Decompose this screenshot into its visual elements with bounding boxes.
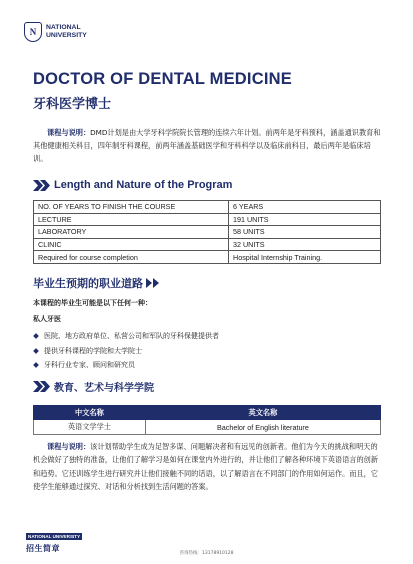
careers-title: 毕业生预期的职业道路 [33, 277, 143, 290]
diamond-bullet-icon [33, 362, 39, 368]
column-header-en: 英文名称 [145, 406, 380, 420]
table-cell-value: Hospital Internship Training. [229, 251, 381, 264]
page-title-en: DOCTOR OF DENTAL MEDICINE [33, 70, 292, 88]
length-section-heading [33, 179, 232, 191]
table-cell-label: Required for course completion [34, 251, 229, 264]
diamond-bullet-icon [33, 348, 39, 354]
university-logo [24, 22, 87, 42]
list-item [33, 344, 219, 359]
double-chevron-right-icon [146, 278, 161, 288]
table-cell-label: LABORATORY [34, 226, 229, 239]
table-cell-label: CLINIC [34, 238, 229, 251]
table-header-row [34, 406, 381, 420]
length-section-title: Length and Nature of the Program [54, 179, 233, 191]
list-item-text: 牙科行业专家、顾问和研究员 [44, 361, 135, 370]
education-section-title: 教育、艺术与科学学院 [54, 383, 154, 394]
shield-icon [24, 22, 42, 42]
table-row [34, 238, 381, 251]
program-description-text: DMD计划是由大学牙科学院院长管理的连续六年计划。前两年是牙科预科，涵盖通识教育和其他健康相关科目，四年制牙科课程，前两年涵盖基础医学和牙科科学以及临床前科目，最后两年是临床培训。 [33, 128, 381, 163]
list-item-text: 医院、地方政府单位、私营公司和军队的牙科保健提供者 [44, 332, 219, 341]
careers-category: 私人牙医 [33, 315, 61, 323]
program-description-label: 课程与说明： [47, 128, 91, 137]
table-cell-value: 6 YEARS [229, 201, 381, 214]
program-length-table [33, 200, 381, 264]
column-header-cn: 中文名称 [34, 406, 146, 420]
careers-subheading: 本课程的毕业生可能是以下任何一种： [33, 299, 152, 307]
table-row [34, 201, 381, 214]
logo-text [46, 24, 87, 40]
footer-logo-bottom: 招生简章 [26, 544, 60, 553]
double-chevron-right-icon [33, 180, 50, 191]
table-cell-label: NO. OF YEARS TO FINISH THE COURSE [34, 201, 229, 214]
table-cell-value: 58 UNITS [229, 226, 381, 239]
logo-line-1: NATIONAL [46, 24, 81, 31]
list-item-text: 提供牙科课程的学院和大学院士 [44, 346, 142, 355]
careers-heading [33, 275, 165, 291]
table-cell-label: LECTURE [34, 213, 229, 226]
table-row [34, 420, 381, 435]
table-cell-value: 191 UNITS [229, 213, 381, 226]
footer-contact: 咨询热线：13178910128 [179, 551, 234, 556]
diamond-bullet-icon [33, 333, 39, 339]
education-description-text: 该计划帮助学生成为足智多谋、问题解决者和有远见的创新者。他们为今天的挑战和明天的机会做好了独特的准备，让他们了解学习是如何在课堂内外进行的，并让他们了解各种环境下英语语言的创新和趋势。它还训练学生进行研究并让他们接触不同的话语，以了解语言在不同部门的作用如何运作。而且，它使学生能够通过探究、对话和分析找到生活问题的答案。 [33, 442, 379, 492]
table-row [34, 251, 381, 264]
table-cell-en: Bachelor of English literature [145, 420, 380, 435]
table-cell-cn: 英语文学学士 [34, 420, 146, 435]
logo-line-2: UNIVERSITY [46, 32, 87, 39]
careers-list [33, 329, 219, 373]
degree-name-table [33, 405, 381, 435]
education-section-heading [33, 379, 154, 394]
table-cell-value: 32 UNITS [229, 238, 381, 251]
page-title-cn: 牙科医学博士 [33, 97, 112, 112]
logo-mark-letter: N [29, 27, 37, 37]
footer-logo-top: NATIONAL UNIVERSITY [28, 534, 81, 539]
table-row [34, 226, 381, 239]
program-description [33, 126, 381, 165]
double-chevron-right-icon [33, 381, 50, 392]
education-description [33, 440, 381, 494]
table-row [34, 213, 381, 226]
list-item [33, 329, 219, 344]
list-item [33, 358, 219, 373]
education-description-label: 课程与说明： [47, 442, 91, 451]
